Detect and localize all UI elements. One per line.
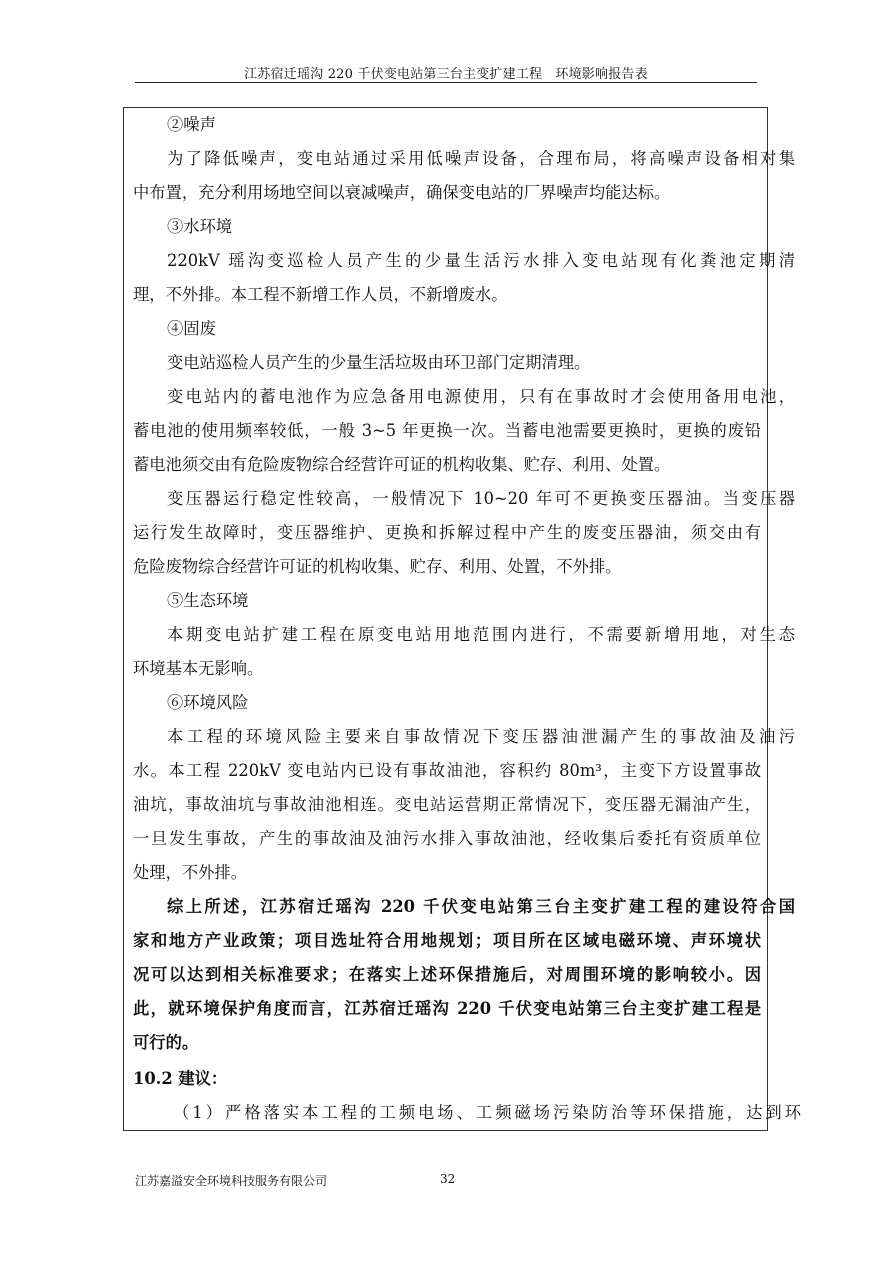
conclusion-line: 此，就环境保护角度而言，江苏宿迁瑶沟 220 千伏变电站第三台主变扩建工程是 [133, 999, 761, 1018]
paragraph-line: 为了降低噪声，变电站通过采用低噪声设备，合理布局，将高噪声设备相对集 [167, 149, 795, 168]
paragraph-line: 蓄电池的使用频率较低，一般 3~5 年更换一次。当蓄电池需要更换时，更换的废铅 [133, 421, 761, 440]
suggestion-item: （1）严格落实本工程的工频电场、工频磁场污染防治等环保措施，达到环 [173, 1103, 801, 1122]
footer-company: 江苏嘉溢安全环境科技服务有限公司 [135, 1174, 328, 1188]
heading-water: ③水环境 [167, 217, 233, 236]
section-heading-suggestions: 10.2 建议： [133, 1069, 228, 1088]
paragraph-line: 变电站巡检人员产生的少量生活垃圾由环卫部门定期清理。 [167, 353, 591, 372]
conclusion-line: 综上所述，江苏宿迁瑶沟 220 千伏变电站第三台主变扩建工程的建设符合国 [167, 897, 795, 916]
paragraph-line: 本工程的环境风险主要来自事故情况下变压器油泄漏产生的事故油及油污 [167, 727, 795, 746]
paragraph-line: 中布置，充分利用场地空间以衰减噪声，确保变电站的厂界噪声均能达标。 [133, 183, 671, 202]
page-number: 32 [440, 1172, 456, 1186]
conclusion-line: 可行的。 [133, 1033, 199, 1052]
page-header-title: 江苏宿迁瑶沟 220 千伏变电站第三台主变扩建工程 环境影响报告表 [244, 67, 648, 82]
paragraph-line: 运行发生故障时，变压器维护、更换和拆解过程中产生的废变压器油，须交由有 [133, 523, 761, 542]
heading-ecology: ⑤生态环境 [167, 591, 249, 610]
paragraph-line: 220kV 瑶沟变巡检人员产生的少量生活污水排入变电站现有化粪池定期清 [167, 251, 795, 270]
conclusion-line: 况可以达到相关标准要求；在落实上述环保措施后，对周围环境的影响较小。因 [133, 965, 761, 984]
heading-noise: ②噪声 [167, 115, 216, 134]
paragraph-line: 变压器运行稳定性较高，一般情况下 10~20 年可不更换变压器油。当变压器 [167, 489, 795, 508]
paragraph-line: 一旦发生事故，产生的事故油及油污水排入事故油池，经收集后委托有资质单位 [133, 829, 761, 848]
conclusion-line: 家和地方产业政策；项目选址符合用地规划；项目所在区域电磁环境、声环境状 [133, 931, 761, 950]
paragraph-line: 本期变电站扩建工程在原变电站用地范围内进行，不需要新增用地，对生态 [167, 625, 795, 644]
paragraph-line: 危险废物综合经营许可证的机构收集、贮存、利用、处置，不外排。 [133, 557, 622, 576]
heading-solid-waste: ④固废 [167, 319, 216, 338]
paragraph-line: 处理，不外排。 [133, 863, 247, 882]
header-rule [135, 82, 757, 83]
paragraph-line: 蓄电池须交由有危险废物综合经营许可证的机构收集、贮存、利用、处置。 [133, 455, 671, 474]
heading-environmental-risk: ⑥环境风险 [167, 693, 249, 712]
paragraph-line: 水。本工程 220kV 变电站内已设有事故油池，容积约 80m³，主变下方设置事故 [133, 761, 761, 780]
paragraph-line: 环境基本无影响。 [133, 659, 264, 678]
paragraph-line: 油坑，事故油坑与事故油池相连。变电站运营期正常情况下，变压器无漏油产生， [133, 795, 761, 814]
paragraph-line: 变电站内的蓄电池作为应急备用电源使用，只有在事故时才会使用备用电池， [167, 387, 795, 406]
paragraph-line: 理，不外排。本工程不新增工作人员，不新增废水。 [133, 285, 508, 304]
